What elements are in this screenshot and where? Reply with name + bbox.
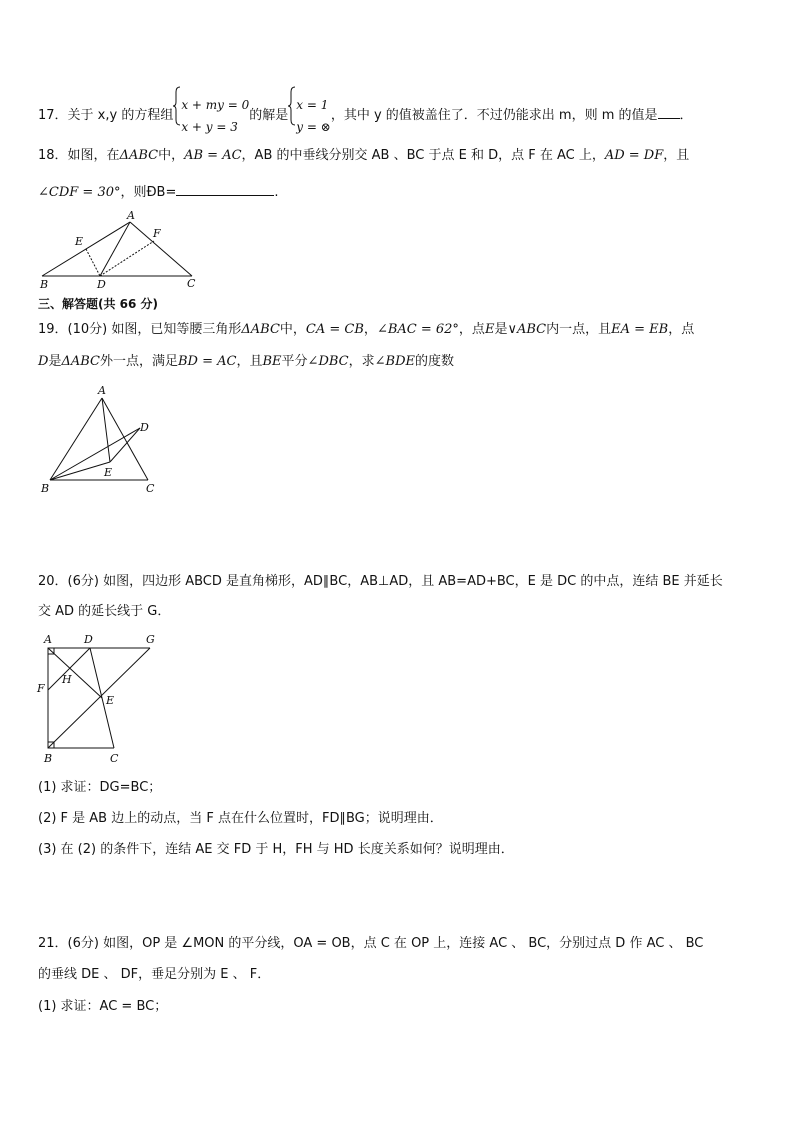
q19-triangle: ΔABC: [61, 354, 100, 369]
q19-label-e: E: [104, 466, 113, 479]
q19-text: ，点: [668, 322, 695, 337]
q17-sol2: y = ⊗: [296, 119, 331, 134]
q17-text-end: ．: [679, 108, 693, 123]
q18-triangle-figure: [32, 208, 202, 290]
question-20-part-3: (3) 在 (2) 的条件下，连结 AE 交 FD 于 H，FH 与 HD 长度关系如何？说明理由．: [38, 842, 514, 857]
q19-label-c: C: [146, 482, 155, 495]
q17-text-pre: 关于 x,y 的方程组: [67, 108, 174, 123]
q18-text: ，则ÐB=: [120, 185, 177, 200]
question-19-line-2: [38, 354, 454, 370]
q19-condition-4: BD = AC: [178, 354, 237, 369]
q17-solution: [296, 94, 331, 138]
section-3-heading: 三、解答题(共 66 分): [38, 297, 159, 311]
q18-answer-blank[interactable]: [176, 182, 274, 196]
q17-eq1: x + my = 0: [181, 97, 250, 112]
q18-triangle: ΔABC: [119, 148, 159, 163]
q20-trapezoid-figure: [34, 628, 164, 766]
q19-text: ，: [363, 322, 377, 337]
q20-label-b: B: [44, 752, 53, 765]
q19-text: 内一点，且: [546, 322, 612, 337]
q20-label-g: G: [146, 633, 155, 646]
question-21-line-2: 的垂线 DE 、 DF，垂足分别为 E 、 F．: [38, 967, 271, 982]
q20-label-c: C: [110, 752, 119, 765]
q17-answer-blank[interactable]: [658, 105, 680, 119]
q20-label-h: H: [62, 673, 72, 686]
q19-point-e: E: [484, 322, 495, 337]
q19-label-b: B: [41, 482, 50, 495]
question-20-part-2: (2) F 是 AB 边上的动点，当 F 点在什么位置时，FD∥BG；说明理由．: [38, 811, 443, 826]
q18-label-e: E: [75, 235, 84, 248]
q18-condition-1: AB = AC: [184, 148, 242, 163]
q19-angle-bde: ∠BDE: [374, 354, 415, 369]
q19-label-d: D: [140, 421, 149, 434]
question-17: [38, 86, 693, 134]
q19-text: 外一点，满足: [99, 354, 178, 369]
q18-label-f: F: [153, 227, 161, 240]
question-18-line-1: [38, 148, 689, 164]
question-18-line-2: [38, 182, 279, 201]
q18-condition-2: AD = DF: [604, 148, 664, 163]
q19-angle-dbc: ∠DBC: [307, 354, 349, 369]
question-21-part-1: (1) 求证：AC = BC；: [38, 999, 168, 1014]
q20-label-d: D: [84, 633, 93, 646]
question-20-line-2: 交 AD 的延长线于 G．: [38, 604, 171, 619]
q18-label-a: A: [127, 209, 135, 222]
q19-triangle: ΔABC: [241, 322, 280, 337]
q17-solution-brace: [288, 86, 296, 145]
q18-label-d: D: [97, 278, 106, 290]
q18-condition-3: ∠CDF = 30°: [38, 185, 121, 200]
q19-triangle-figure: [36, 384, 166, 496]
q18-label-b: B: [40, 278, 49, 290]
q19-text: ，点: [458, 322, 485, 337]
question-20-part-1: (1) 求证：DG=BC；: [38, 780, 162, 795]
q19-text: 的度数: [414, 354, 454, 369]
q18-number: 18．: [38, 148, 68, 163]
q18-text: 如图，在: [67, 148, 120, 163]
question-21-line-1: 21．(6分) 如图，OP 是 ∠MON 的平分线，OA = OB，点 C 在 OP 上，连接 AC 、 BC，分别过点 D 作 AC 、 BC: [38, 936, 704, 951]
q20-label-e: E: [106, 694, 115, 707]
q19-text: 是: [48, 354, 62, 369]
q19-text: 中，: [279, 322, 306, 337]
q20-label-f: F: [37, 682, 45, 695]
q19-condition-1: CA = CB: [305, 322, 364, 337]
q19-text: ，且: [236, 354, 263, 369]
q19-triangle-symbol: ∨ABC: [507, 322, 547, 337]
q18-label-c: C: [187, 277, 196, 290]
q19-label-a: A: [98, 384, 106, 397]
q17-sol1: x = 1: [296, 97, 329, 112]
q19-condition-3: EA = EB: [611, 322, 669, 337]
q20-label-a: A: [44, 633, 52, 646]
q19-text: ，求: [348, 354, 375, 369]
q19-text: 是: [494, 322, 508, 337]
q19-segment-be: BE: [262, 354, 282, 369]
q19-point-d: D: [38, 354, 49, 369]
question-19-line-1: [38, 322, 694, 338]
q17-eq2: x + y = 3: [181, 119, 238, 134]
q17-system-brace: [173, 86, 181, 145]
q17-text-post: ，其中 y 的值被盖住了．不过仍能求出 m，则 m 的值是: [330, 108, 658, 123]
q19-text: 平分: [281, 354, 308, 369]
q18-text: .: [274, 185, 279, 200]
q18-text: ，且: [663, 148, 690, 163]
q19-text: 19．(10分) 如图，已知等腰三角形: [38, 322, 242, 337]
q17-number: 17．: [38, 108, 68, 123]
q17-text-mid: 的解是: [249, 108, 289, 123]
question-20-line-1: 20．(6分) 如图，四边形 ABCD 是直角梯形，AD∥BC，AB⊥AD，且 AB=AD+BC，E 是 DC 的中点，连结 BE 并延长: [38, 574, 723, 589]
q18-text: ，AB 的中垂线分别交 AB 、BC 于点 E 和 D，点 F 在 AC 上，: [241, 148, 605, 163]
q19-condition-2: ∠BAC = 62°: [376, 322, 459, 337]
q18-text: 中，: [158, 148, 185, 163]
q17-system-equations: [181, 94, 249, 138]
